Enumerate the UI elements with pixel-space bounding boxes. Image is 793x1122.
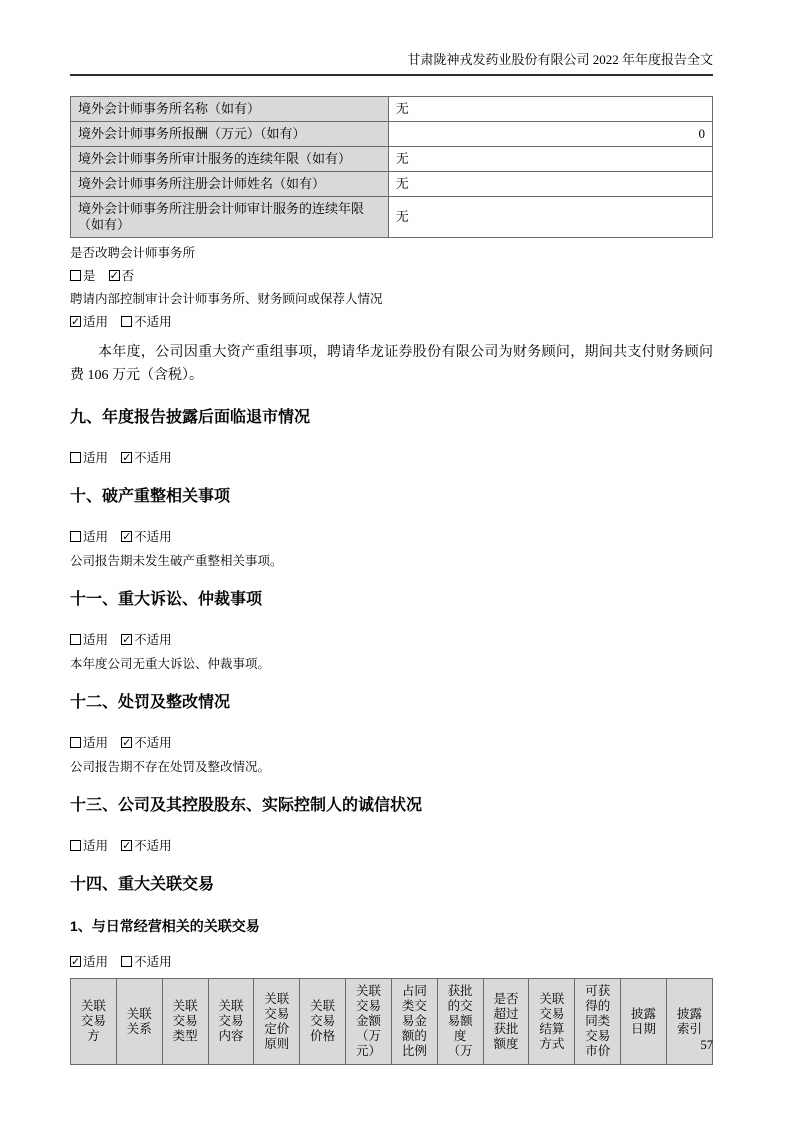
column-header: 关联交易价格 xyxy=(300,979,346,1065)
row-label: 境外会计师事务所审计服务的连续年限（如有） xyxy=(71,147,389,172)
checkbox-checked-icon xyxy=(121,840,132,851)
column-header: 关联交易内容 xyxy=(208,979,254,1065)
applicability-options xyxy=(70,451,713,466)
checkbox-unchecked-icon xyxy=(70,840,81,851)
column-header: 披露索引 xyxy=(666,979,712,1065)
option-not-applicable xyxy=(121,633,172,647)
subsection-title: 1、与日常经营相关的关联交易 xyxy=(70,918,260,934)
option-label: 不适用 xyxy=(134,633,172,647)
option-label: 不适用 xyxy=(134,955,172,969)
column-header: 披露日期 xyxy=(621,979,667,1065)
row-value: 无 xyxy=(388,172,712,197)
section-note: 本年度公司无重大诉讼、仲裁事项。 xyxy=(70,657,271,671)
option-not-applicable xyxy=(121,451,172,465)
table-row xyxy=(71,147,713,172)
column-header: 可获得的同类交易市价 xyxy=(575,979,621,1065)
option-applicable xyxy=(70,530,108,544)
row-label: 境外会计师事务所名称（如有） xyxy=(71,97,389,122)
column-header: 关联交易定价原则 xyxy=(254,979,300,1065)
section-title-10: 十、破产重整相关事项 xyxy=(70,488,231,505)
checkbox-unchecked-icon xyxy=(70,531,81,542)
section-title-13: 十三、公司及其控股股东、实际控制人的诚信状况 xyxy=(70,797,423,814)
checkbox-checked-icon xyxy=(121,531,132,542)
table-header-row xyxy=(71,979,713,1065)
option-not-applicable xyxy=(121,839,172,853)
row-value: 无 xyxy=(388,197,712,238)
column-header: 是否超过获批额度 xyxy=(483,979,529,1065)
option-applicable xyxy=(70,839,108,853)
option-applicable xyxy=(70,736,108,750)
applicability-options xyxy=(70,736,713,751)
checkbox-unchecked-icon xyxy=(70,270,81,281)
checkbox-unchecked-icon xyxy=(70,452,81,463)
checkbox-checked-icon xyxy=(109,270,120,281)
option-label: 适用 xyxy=(83,736,109,750)
section-title-14: 十四、重大关联交易 xyxy=(70,876,215,893)
section-title-9: 九、年度报告披露后面临退市情况 xyxy=(70,409,311,426)
checkbox-checked-icon xyxy=(121,634,132,645)
column-header: 关联关系 xyxy=(116,979,162,1065)
checkbox-checked-icon xyxy=(121,452,132,463)
option-applicable xyxy=(70,955,108,969)
table-row xyxy=(71,172,713,197)
section-title-11: 十一、重大诉讼、仲裁事项 xyxy=(70,591,263,608)
checkbox-unchecked-icon xyxy=(121,316,132,327)
checkbox-unchecked-icon xyxy=(70,737,81,748)
table-row xyxy=(71,197,713,238)
advisor-statement: 聘请内部控制审计会计师事务所、财务顾问或保荐人情况 xyxy=(70,292,383,306)
option-not-applicable xyxy=(121,315,172,329)
overseas-auditor-table xyxy=(70,96,713,238)
applicability-options xyxy=(70,955,713,970)
related-party-table xyxy=(70,978,713,1065)
option-label: 不适用 xyxy=(134,451,172,465)
option-applicable xyxy=(70,633,108,647)
auditor-change-options xyxy=(70,269,713,284)
checkbox-unchecked-icon xyxy=(121,956,132,967)
option-applicable xyxy=(70,451,108,465)
advisor-options xyxy=(70,315,713,330)
option-label: 不适用 xyxy=(134,839,172,853)
running-header xyxy=(70,52,713,76)
option-label: 不适用 xyxy=(134,736,172,750)
option-not-applicable xyxy=(121,736,172,750)
option-label: 否 xyxy=(121,269,135,283)
option-label: 适用 xyxy=(83,451,109,465)
row-value: 0 xyxy=(388,122,712,147)
table-row xyxy=(71,97,713,122)
option-applicable xyxy=(70,315,108,329)
option-label: 是 xyxy=(83,269,96,283)
column-header: 关联交易结算方式 xyxy=(529,979,575,1065)
report-title: 甘肃陇神戎发药业股份有限公司 2022 年年度报告全文 xyxy=(407,52,713,67)
column-header: 占同类交易金额的比例 xyxy=(391,979,437,1065)
option-label: 适用 xyxy=(83,530,109,544)
row-label: 境外会计师事务所报酬（万元）（如有） xyxy=(71,122,389,147)
page-number: 57 xyxy=(700,1038,713,1052)
column-header: 关联交易金额（万元） xyxy=(346,979,392,1065)
row-label: 境外会计师事务所注册会计师姓名（如有） xyxy=(71,172,389,197)
section-title-12: 十二、处罚及整改情况 xyxy=(70,694,231,711)
option-not-applicable xyxy=(121,955,172,969)
option-label: 适用 xyxy=(83,633,109,647)
option-label: 适用 xyxy=(83,315,109,329)
option-not-applicable xyxy=(121,530,172,544)
option-label: 适用 xyxy=(83,839,109,853)
table-row xyxy=(71,122,713,147)
row-value: 无 xyxy=(388,147,712,172)
option-label: 不适用 xyxy=(134,315,172,329)
column-header: 获批的交易额度（万 xyxy=(437,979,483,1065)
applicability-options xyxy=(70,633,713,648)
option-label: 不适用 xyxy=(134,530,172,544)
section-note: 公司报告期未发生破产重整相关事项。 xyxy=(70,554,283,568)
checkbox-checked-icon xyxy=(70,316,81,327)
option-label: 适用 xyxy=(83,955,109,969)
column-header: 关联交易类型 xyxy=(162,979,208,1065)
option-yes xyxy=(70,269,96,283)
applicability-options xyxy=(70,839,713,854)
checkbox-unchecked-icon xyxy=(70,634,81,645)
column-header: 关联交易方 xyxy=(71,979,117,1065)
applicability-options xyxy=(70,530,713,545)
advisor-paragraph: 本年度，公司因重大资产重组事项，聘请华龙证券股份有限公司为财务顾问，期间共支付财务顾问费 106 万元（含税）。 xyxy=(70,345,713,383)
section-note: 公司报告期不存在处罚及整改情况。 xyxy=(70,760,271,774)
auditor-change-question: 是否改聘会计师事务所 xyxy=(70,246,196,260)
row-value: 无 xyxy=(388,97,712,122)
checkbox-checked-icon xyxy=(70,956,81,967)
row-label: 境外会计师事务所注册会计师审计服务的连续年限（如有） xyxy=(71,197,389,238)
option-no xyxy=(109,269,135,283)
checkbox-checked-icon xyxy=(121,737,132,748)
